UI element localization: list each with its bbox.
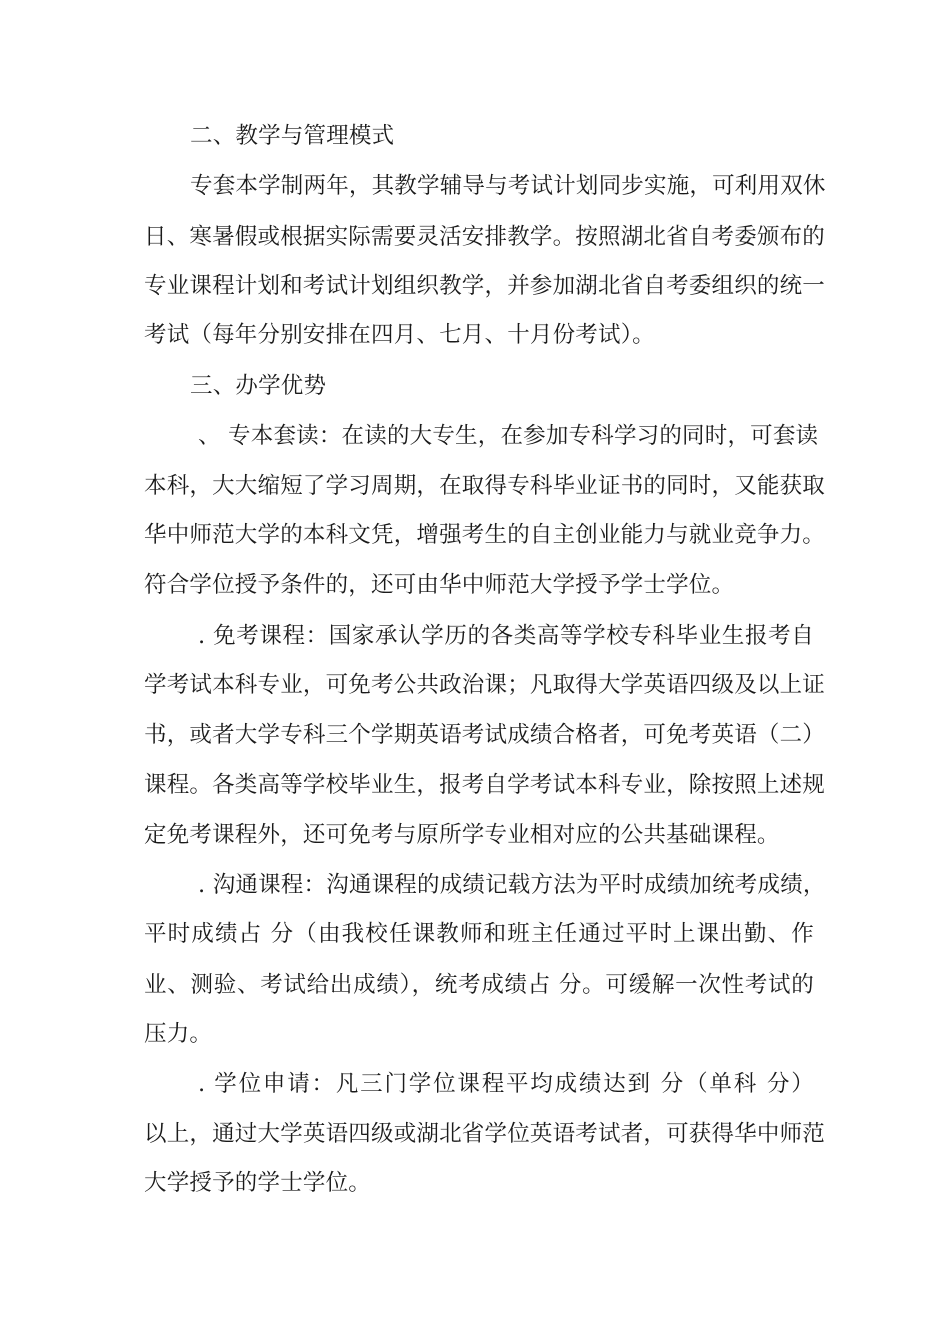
paragraph-line: 华中师范大学的本科文凭，增强考生的自主创业能力与就业竞争力。 — [144, 522, 826, 548]
paragraph-line: 、 专本套读：在读的大专生，在参加专科学习的同时，可套读 — [198, 423, 819, 449]
paragraph-line: 压力。 — [144, 1021, 213, 1047]
paragraph-line: 专套本学制两年，其教学辅导与考试计划同步实施，可利用双休 — [190, 173, 826, 199]
paragraph-line: 学考试本科专业，可免考公共政治课；凡取得大学英语四级及以上证 — [144, 672, 826, 698]
paragraph-line: 大学授予的学士学位。 — [144, 1170, 372, 1196]
paragraph-line: 课程。各类高等学校毕业生，报考自学考试本科专业，除按照上述规 — [144, 772, 826, 798]
paragraph-line: 日、寒暑假或根据实际需要灵活安排教学。按照湖北省自考委颁布的 — [144, 224, 826, 250]
paragraph-line: 本科，大大缩短了学习周期，在取得专科毕业证书的同时，又能获取 — [144, 473, 826, 499]
section-heading-teaching-mode: 二、教学与管理模式 — [190, 123, 395, 149]
paragraph-line: . 免考课程：国家承认学历的各类高等学校专科毕业生报考自 — [198, 623, 814, 649]
paragraph-line: 业、测验、考试给出成绩），统考成绩占 分。可缓解一次性考试的 — [144, 972, 814, 998]
section-heading-advantages: 三、办学优势 — [190, 373, 327, 399]
paragraph-line: 考试（每年分别安排在四月、七月、十月份考试）。 — [144, 322, 655, 348]
paragraph-line: 专业课程计划和考试计划组织教学，并参加湖北省自考委组织的统一 — [144, 273, 826, 299]
paragraph-line: 平时成绩占 分（由我校任课教师和班主任通过平时上课出勤、作 — [144, 921, 814, 947]
paragraph-line: 符合学位授予条件的，还可由华中师范大学授予学士学位。 — [144, 572, 735, 598]
paragraph-line: 以上，通过大学英语四级或湖北省学位英语考试者，可获得华中师范 — [144, 1121, 826, 1147]
paragraph-line: 定免考课程外，还可免考与原所学专业相对应的公共基础课程。 — [144, 822, 780, 848]
paragraph-line: 书，或者大学专科三个学期英语考试成绩合格者，可免考英语（二） — [144, 722, 826, 748]
paragraph-line: . 学位申请：凡三门学位课程平均成绩达到 分（单科 分） — [198, 1071, 814, 1097]
paragraph-line: . 沟通课程：沟通课程的成绩记载方法为平时成绩加统考成绩， — [198, 872, 826, 898]
